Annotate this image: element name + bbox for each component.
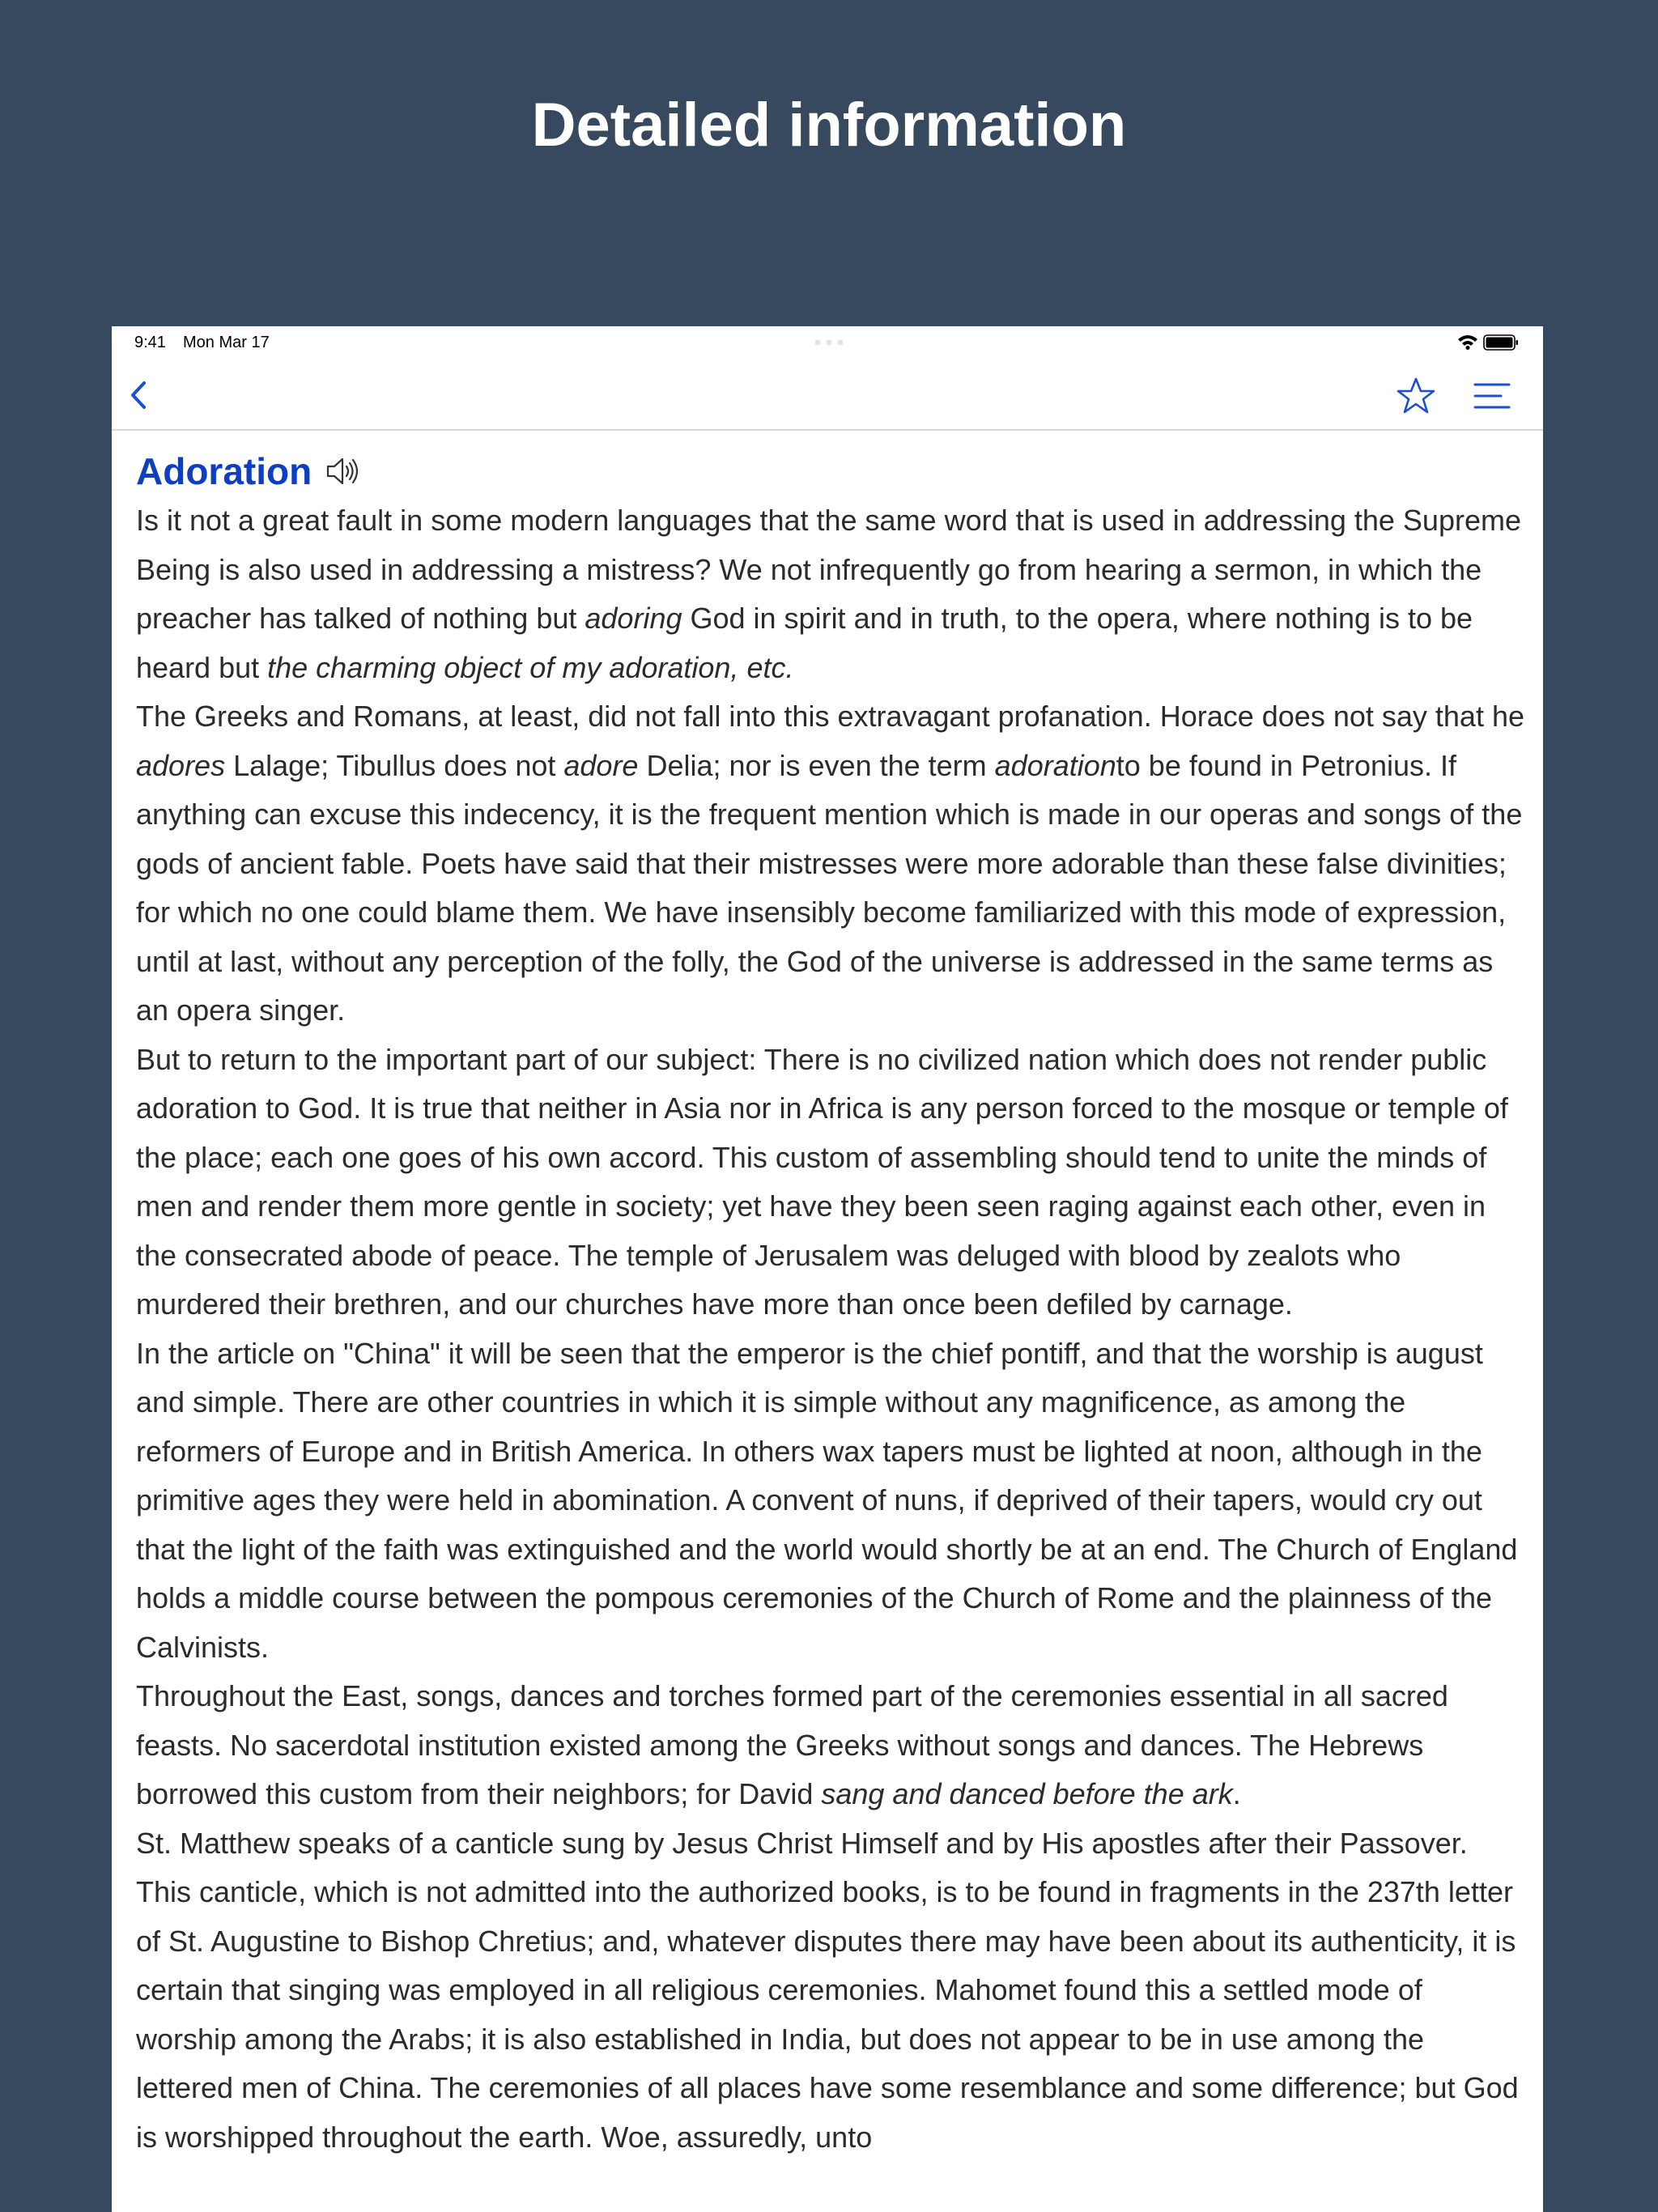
battery-icon xyxy=(1483,334,1519,351)
paragraph-text: The Greeks and Romans, at least, did not fall into this extravagant profanation. Horace does not say that he xyxy=(136,700,1524,733)
promo-title: Detailed information xyxy=(531,91,1127,160)
paragraph-text: Throughout the East, songs, dances and torches formed part of the ceremonies essential in all sacred feasts. No sacerdotal institution existed among the Greeks without songs and dances. The Hebrews borrowed this custom from their neighbors; for David xyxy=(136,1679,1448,1810)
italic-text: adores xyxy=(136,748,226,782)
article-paragraph xyxy=(136,692,1525,1036)
paragraph-text: . xyxy=(1232,1777,1241,1810)
navigation-bar xyxy=(112,359,1543,431)
paragraph-text: God in spirit and in truth, to the opera, where nothing is to be heard but xyxy=(136,602,1473,684)
paragraph-text: Is it not a great fault in some modern languages that the same word that is used in addressing the Supreme Being is also used in addressing a mistress? We not infrequently go from hearing a sermon, in which the preacher has talked of nothing but xyxy=(136,504,1521,635)
article-paragraph xyxy=(136,1036,1525,1329)
article-paragraph xyxy=(136,1672,1525,1819)
multitasking-dots-icon[interactable] xyxy=(813,338,845,347)
italic-text: adoring xyxy=(585,602,682,635)
paragraph-text: St. Matthew speaks of a canticle sung by Jesus Christ Himself and by His apostles after their Passover. This canticle, which is not admitted into the authorized books, is to be found in fragments in the 237th letter of St. Augustine to Bishop Chretius; and, whatever disputes there may have been about its authenticity, it is certain that singing was employed in all religious ceremonies. Mahomet found this a settled mode of worship among the Arabs; it is also established in India, but does not appear to be in use among the lettered men of China. The ceremonies of all places have some resemblance and some difference; but God is worshipped throughout the earth. Woe, assuredly, unto xyxy=(136,1826,1519,2154)
italic-text: adore xyxy=(563,748,639,782)
italic-text: adoration xyxy=(994,748,1116,782)
paragraph-text: Delia; nor is even the term xyxy=(638,748,995,782)
back-button[interactable] xyxy=(123,375,155,415)
paragraph-text: to be found in Petronius. If anything can excuse this indecency, it is the frequent mention which is made in our operas and songs of the gods of ancient fable. Poets have said that their mistresses were more adorable than these false divinities; for which no one could blame them. We have insensibly become familiarized with this mode of expression, until at last, without any perception of the folly, the God of the universe is addressed in the same terms as an opera singer. xyxy=(136,748,1523,1027)
entry-header xyxy=(136,446,1525,496)
status-time: 9:41 xyxy=(134,334,166,351)
paragraph-text: In the article on "China" it will be seen that the emperor is the chief pontiff, and that the worship is august and simple. There are other countries in which it is simple without any magnificence, as among the reformers of Europe and in British America. In others wax tapers must be lighted at noon, although in the primitive ages they were held in abomination. A convent of nuns, if deprived of their tapers, would cry out that the light of the faith was extinguished and the world would shortly be at an end. The Church of England holds a middle course between the pompous ceremonies of the Church of Rome and the plainness of the Calvinists. xyxy=(136,1336,1518,1664)
paragraph-text: But to return to the important part of our subject: There is no civilized nation which does not render public adoration to God. It is true that neither in Asia nor in Africa is any person forced to the mosque or temple of the place; each one goes of his own accord. This custom of assembling should tend to unite the minds of men and render them more gentle in society; yet have they been seen raging against each other, even in the consecrated abode of peace. The temple of Jerusalem was deluged with blood by zealots who murdered their brethren, and our churches have more than once been defiled by carnage. xyxy=(136,1042,1508,1321)
entry-title: Adoration xyxy=(136,450,312,492)
status-bar xyxy=(112,326,1543,359)
italic-text: sang and danced before the ark xyxy=(821,1777,1233,1810)
article-paragraph xyxy=(136,496,1525,692)
paragraph-text: Lalage; Tibullus does not xyxy=(225,748,564,782)
article-paragraph xyxy=(136,1819,1525,2163)
entry-content xyxy=(136,446,1525,2162)
italic-text: the charming object of my adoration, etc. xyxy=(267,650,794,684)
status-date: Mon Mar 17 xyxy=(183,334,270,351)
article-paragraph xyxy=(136,1329,1525,1673)
article-body xyxy=(136,496,1525,2162)
wifi-icon xyxy=(1457,334,1478,350)
device-screen xyxy=(112,326,1543,2212)
favorite-star-button[interactable] xyxy=(1396,376,1436,415)
menu-button[interactable] xyxy=(1472,378,1512,414)
speaker-icon[interactable] xyxy=(325,455,360,487)
